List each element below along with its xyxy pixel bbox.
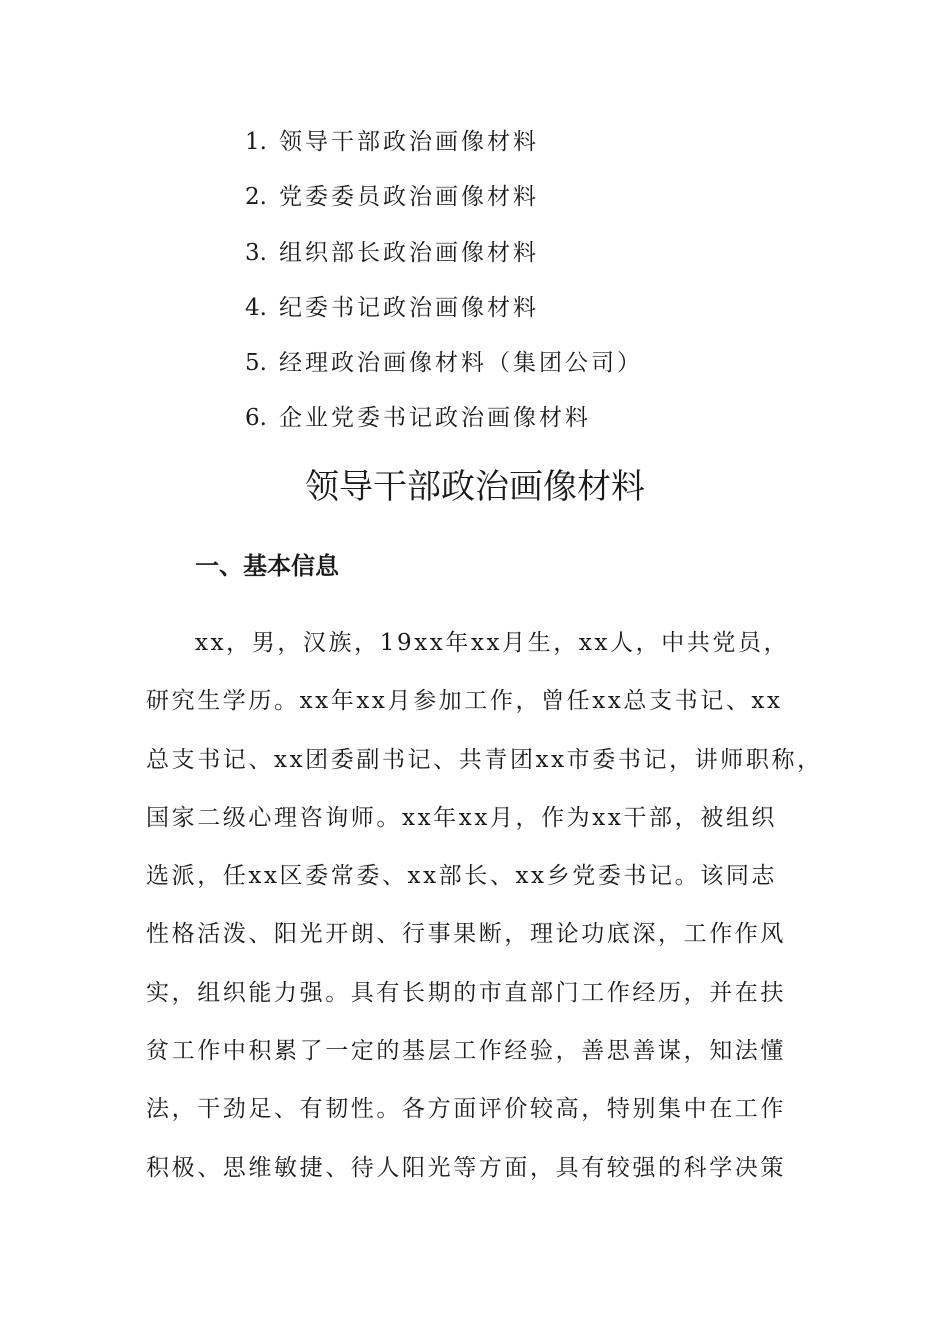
paragraph-line: 选派，任xx区委常委、xx部长、xx乡党委书记。该同志	[146, 863, 778, 890]
toc-item-label: 领导干部政治画像材料	[279, 129, 539, 155]
toc-item-number: 3.	[245, 239, 267, 266]
toc-item	[245, 231, 643, 286]
toc-item-number: 5.	[245, 350, 267, 377]
section-heading: 一、基本信息	[195, 552, 339, 580]
toc-item-label: 企业党委书记政治画像材料	[279, 405, 591, 432]
toc-item-label: 纪委书记政治画像材料	[279, 294, 539, 321]
paragraph-line: 总支书记、xx团委副书记、共青团xx市委书记，讲师职称，	[146, 746, 823, 773]
toc-item	[245, 286, 643, 341]
toc-item-label: 党委委员政治画像材料	[279, 184, 539, 211]
paragraph-line: 贫工作中积累了一定的基层工作经验，善思善谋，知法懂	[146, 1038, 786, 1065]
toc-item-number: 6.	[245, 405, 267, 432]
paragraph-line: 国家二级心理咨询师。xx年xx月，作为xx干部，被组织	[146, 804, 778, 831]
body-paragraph	[146, 617, 823, 1200]
paragraph-line: 实，组织能力强。具有长期的市直部门工作经历，并在扶	[146, 979, 786, 1006]
paragraph-line: 法，干劲足、有韧性。各方面评价较高，特别集中在工作	[146, 1096, 786, 1123]
paragraph-line: 性格活泼、阳光开朗、行事果断，理论功底深，工作作风	[146, 921, 786, 948]
toc-item	[245, 175, 643, 230]
toc-item-number: 2.	[245, 184, 267, 211]
toc-item-label: 组织部长政治画像材料	[279, 239, 539, 266]
paragraph-line: 研究生学历。xx年xx月参加工作，曾任xx总支书记、xx	[146, 688, 783, 715]
document-title: 领导干部政治画像材料	[305, 467, 645, 507]
toc-item	[245, 120, 643, 175]
toc-item-number: 4.	[245, 294, 267, 321]
toc-item	[245, 341, 643, 396]
paragraph-line: 积极、思维敏捷、待人阳光等方面，具有较强的科学决策	[146, 1154, 786, 1181]
toc-item	[245, 396, 643, 451]
toc-item-label: 经理政治画像材料（集团公司）	[279, 350, 643, 377]
toc-item-number: 1.	[245, 129, 267, 155]
paragraph-line: xx，男，汉族，19xx年xx月生，xx人，中共党员，	[195, 630, 790, 656]
table-of-contents	[245, 120, 643, 452]
